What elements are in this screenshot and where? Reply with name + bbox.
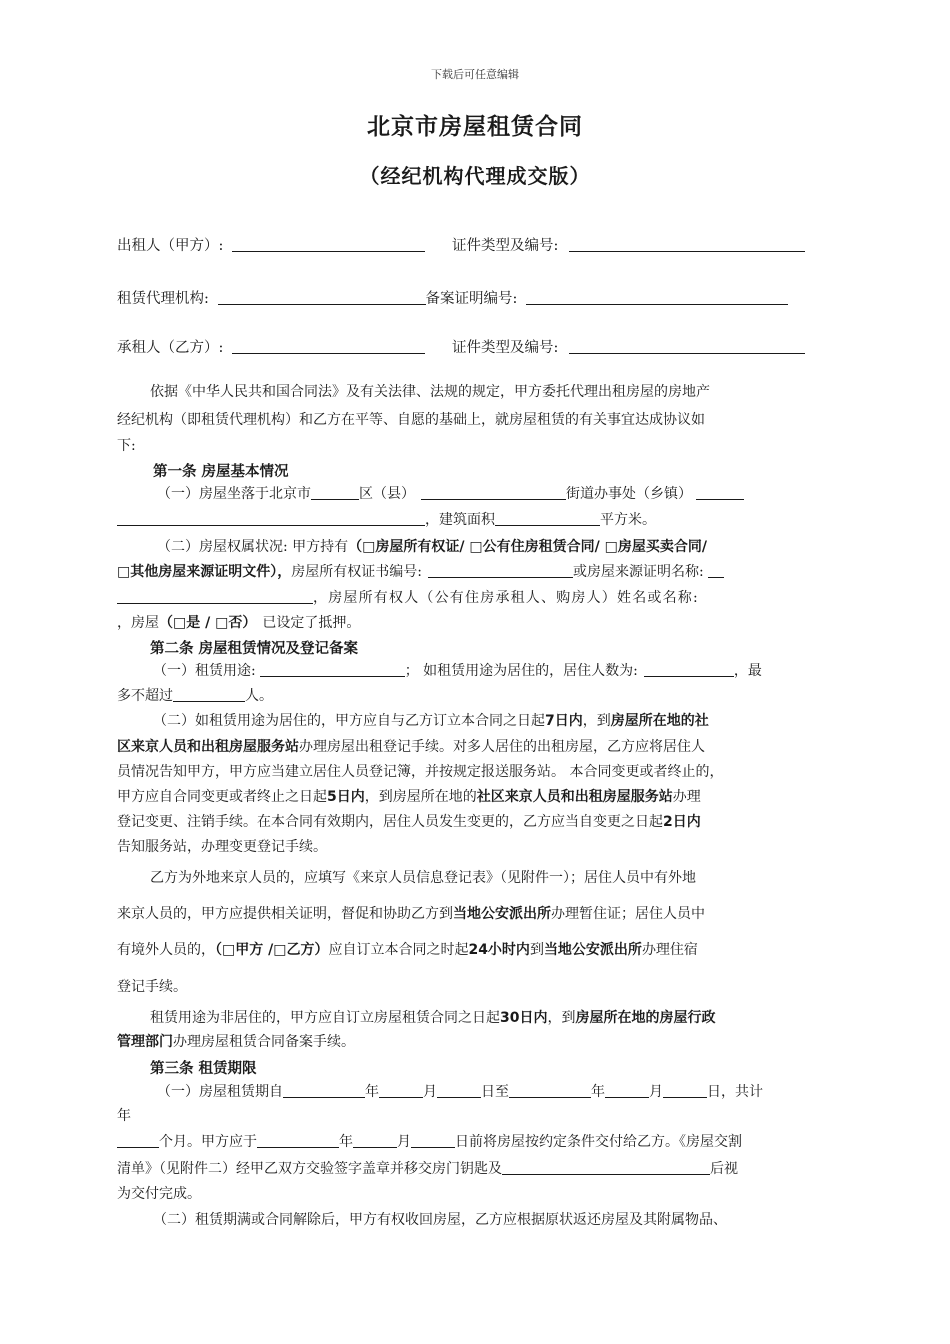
text: ，房屋 [117, 615, 159, 631]
handover-items-blank[interactable] [502, 1159, 710, 1175]
text: 已设定了抵押。 [262, 615, 361, 631]
intro-line-2: 经纪机构（即租赁代理机构）和乙方在平等、自愿的基础上，就房屋租赁的有关事宜达成协议如 [117, 412, 705, 428]
lessor-name-blank[interactable] [232, 236, 425, 252]
art2-line-5: 员情况告知甲方，甲方应当建立居住人员登记簿，并按规定报送服务站。 本合同变更或者终止的， [117, 764, 724, 780]
text: 管理部门 [117, 1034, 173, 1050]
art1-line-4 [117, 562, 724, 582]
start-day-blank[interactable] [437, 1082, 481, 1098]
art2-line-9: 乙方为外地来京人员的，应填写《来京人员信息登记表》（见附件一）；居住人员中有外地 [150, 870, 696, 886]
text: 房屋所有权证书编号: [291, 564, 422, 580]
lessee-name-blank[interactable] [232, 338, 425, 354]
town-blank[interactable] [696, 484, 744, 500]
art1-line-2 [117, 510, 656, 530]
text: ，到房屋所在地的 [364, 789, 477, 805]
text: 2日内 [663, 814, 701, 830]
text: 5日内 [327, 789, 365, 805]
use-blank[interactable] [260, 661, 405, 677]
text: 清单》（见附件二）经甲乙双方交验签字盖章并移交房门钥匙及 [117, 1161, 502, 1177]
text: 租赁用途为非居住的，甲方应自订立房屋租赁合同之日起 [150, 1010, 500, 1026]
text: 当地公安派出所 [453, 906, 551, 922]
text: 日至 [481, 1084, 509, 1100]
text: 来京人员的，甲方应提供相关证明，督促和协助乙方到 [117, 906, 453, 922]
intro-line-1: 依据《中华人民共和国合同法》及有关法律、法规的规定，甲方委托代理出租房屋的房地产 [150, 384, 710, 400]
ownership-options[interactable]: （□房屋所有权证/ □公有住房租赁合同/ □房屋买卖合同/ [348, 539, 707, 555]
term-months-blank[interactable] [117, 1132, 159, 1148]
text: 年 [365, 1084, 379, 1100]
text: 或房屋来源证明名称: [572, 564, 704, 580]
max-occupants-blank[interactable] [173, 686, 245, 702]
text: 办理 [672, 789, 701, 805]
art1-line-3 [157, 537, 707, 557]
art3-line-4 [117, 1159, 738, 1179]
text: 个月。甲方应于 [159, 1134, 257, 1150]
street-blank[interactable] [421, 484, 566, 500]
text: 办理住宿 [641, 942, 698, 958]
article-3-heading: 第三条 租赁期限 [150, 1061, 257, 1077]
lessor-row [117, 234, 425, 255]
document-title: 北京市房屋租赁合同 [367, 114, 583, 140]
text: 区（县） [359, 486, 415, 502]
text: （一）房屋坐落于北京市 [157, 486, 311, 502]
text: 到 [529, 942, 544, 958]
lessor-id-label: 证件类型及编号: [452, 238, 559, 254]
intro-line-3: 下: [117, 438, 136, 454]
text: 多不超过 [117, 688, 173, 704]
text: 平方米。 [600, 512, 656, 528]
text: 当地公安派出所 [543, 942, 642, 958]
text: 房屋所在地的房屋行政 [575, 1010, 716, 1026]
art3-line-5: 为交付完成。 [117, 1186, 201, 1202]
lessee-label: 承租人（乙方）: [117, 340, 224, 356]
art2-line-2 [117, 686, 273, 706]
text: 街道办事处（乡镇） [566, 486, 692, 502]
art1-line-1 [157, 484, 744, 504]
text: 月 [423, 1084, 437, 1100]
text: 月 [649, 1084, 663, 1100]
art2-line-8: 告知服务站，办理变更登记手续。 [117, 839, 327, 855]
source-name-blank[interactable] [708, 562, 724, 578]
text: （一）租赁用途: [153, 663, 256, 679]
lessee-id-blank[interactable] [569, 338, 805, 354]
art2-line-13 [150, 1008, 715, 1028]
article-2-heading: 第二条 房屋租赁情况及登记备案 [150, 641, 359, 657]
end-year-blank[interactable] [509, 1082, 591, 1098]
text: 月 [397, 1134, 411, 1150]
lessee-id-row [452, 336, 805, 357]
end-day-blank[interactable] [663, 1082, 707, 1098]
cert-number-blank[interactable] [428, 562, 573, 578]
text: 应自订立本合同之时起 [328, 942, 469, 958]
record-label: 备案证明编号: [425, 291, 518, 307]
mortgage-options[interactable]: （□是 / □否） [159, 615, 257, 631]
text: 有境外人员的， [117, 942, 215, 958]
text: ，建筑面积 [425, 512, 495, 528]
lessee-id-label: 证件类型及编号: [452, 340, 559, 356]
handover-month-blank[interactable] [353, 1132, 397, 1148]
text: 年 [591, 1084, 605, 1100]
occupants-blank[interactable] [644, 661, 734, 677]
end-month-blank[interactable] [605, 1082, 649, 1098]
source-name-blank-2[interactable] [117, 588, 313, 604]
header-note: 下载后可任意编辑 [431, 68, 519, 81]
text: 办理暂住证；居住人员中 [551, 906, 705, 922]
text: 年 [339, 1134, 353, 1150]
art3-line-3 [117, 1132, 742, 1152]
art2-line-7 [117, 812, 701, 832]
text: 办理房屋租赁合同备案手续。 [173, 1034, 355, 1050]
text: ，最 [733, 663, 762, 679]
text: 社区来京人员和出租房屋服务站 [476, 789, 673, 805]
agency-label: 租赁代理机构: [117, 291, 209, 307]
text: （二）如租赁用途为居住的，甲方应自与乙方订立本合同之日起 [153, 713, 545, 729]
lessor-label: 出租人（甲方）: [117, 238, 224, 254]
text: ，到 [582, 713, 611, 729]
lessee-row [117, 336, 425, 357]
agency-row [117, 287, 788, 308]
art3-line-6: （二）租赁期满或合同解除后，甲方有权收回房屋，乙方应根据原状返还房屋及其附属物品、 [153, 1212, 727, 1228]
registrant-options[interactable]: （□甲方 /□乙方） [215, 942, 329, 958]
address-blank[interactable] [117, 510, 425, 526]
document-subtitle: （经纪机构代理成交版） [359, 164, 591, 188]
area-blank[interactable] [495, 510, 600, 526]
art3-line-1 [157, 1082, 763, 1102]
art2-line-4 [117, 737, 705, 757]
art2-line-12: 登记手续。 [117, 979, 187, 995]
text: ； 如租赁用途为居住的，居住人数为: [404, 663, 638, 679]
handover-year-blank[interactable] [257, 1132, 339, 1148]
text: 30日内 [500, 1010, 548, 1026]
art2-line-10 [117, 904, 705, 924]
art2-line-3 [153, 711, 709, 731]
text: 后视 [710, 1161, 738, 1177]
text: 人。 [245, 688, 273, 704]
art2-line-1 [153, 661, 762, 681]
district-blank[interactable] [311, 484, 359, 500]
start-month-blank[interactable] [379, 1082, 423, 1098]
art1-line-6 [117, 613, 360, 633]
text: 日，共计 [707, 1084, 763, 1100]
text: ，房屋所有权人（公有住房承租人、购房人）姓名或名称: [313, 590, 699, 606]
text: 日前将房屋按约定条件交付给乙方。《房屋交割 [455, 1134, 742, 1150]
art1-line-5 [117, 588, 699, 608]
text: 区来京人员和出租房屋服务站 [117, 739, 299, 755]
text: 7日内 [545, 713, 583, 729]
lessor-id-blank[interactable] [569, 236, 805, 252]
art3-line-2: 年 [117, 1108, 131, 1124]
art2-line-6 [117, 787, 701, 807]
text: 办理房屋出租登记手续。对多人居住的出租房屋，乙方应将居住人 [299, 739, 705, 755]
art2-line-11 [117, 940, 698, 960]
text: ，到 [547, 1010, 576, 1026]
agency-name-blank[interactable] [218, 289, 426, 305]
art2-line-14 [117, 1032, 355, 1052]
handover-day-blank[interactable] [411, 1132, 455, 1148]
article-1-heading: 第一条 房屋基本情况 [153, 464, 289, 480]
lessor-id-row [452, 234, 805, 255]
text: 登记变更、注销手续。在本合同有效期内，居住人员发生变更的，乙方应当自变更之日起 [117, 814, 663, 830]
record-number-blank[interactable] [526, 289, 788, 305]
text: 房屋所在地的社 [610, 713, 709, 729]
other-doc-option[interactable]: □其他房屋来源证明文件）， [117, 564, 292, 580]
start-year-blank[interactable] [283, 1082, 365, 1098]
text: 24小时内 [468, 942, 530, 958]
text: （二）房屋权属状况: 甲方持有 [157, 539, 349, 555]
text: （一）房屋租赁期自 [157, 1084, 283, 1100]
text: 甲方应自合同变更或者终止之日起 [117, 789, 327, 805]
